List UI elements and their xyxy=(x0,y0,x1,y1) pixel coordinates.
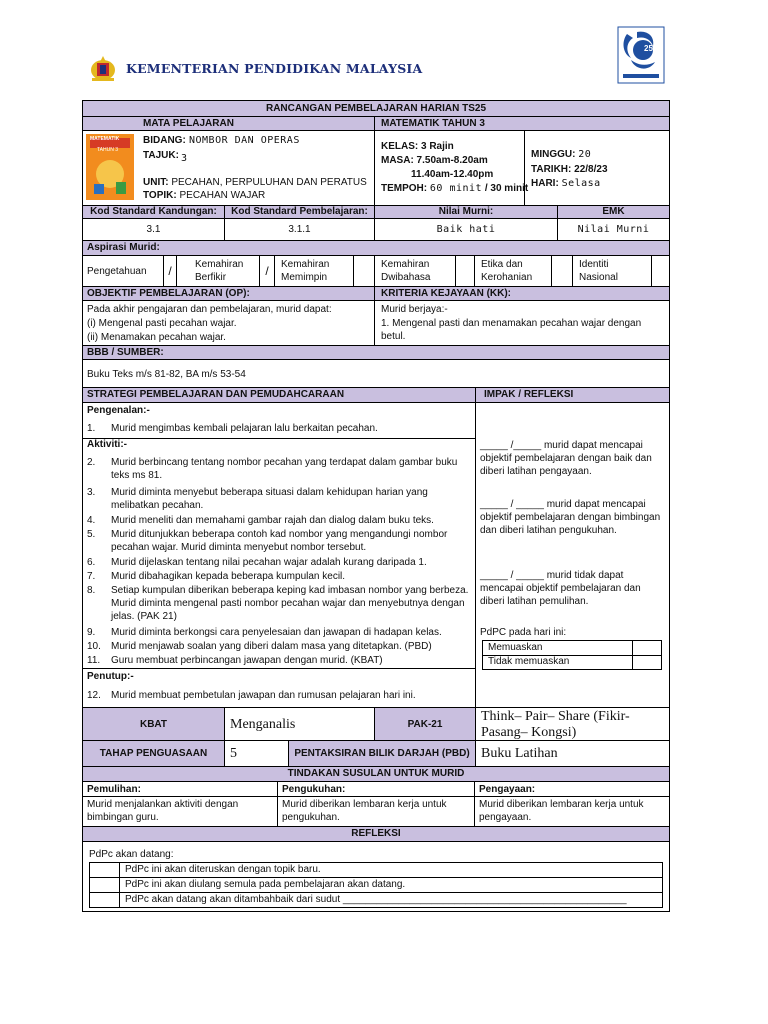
aspirasi-memimpin-mark[interactable] xyxy=(353,256,375,287)
bidang-label: BIDANG: xyxy=(143,135,186,146)
bidang-value: NOMBOR DAN OPERAS xyxy=(189,135,300,146)
pdpc-datang-label: PdPc akan datang: xyxy=(89,849,174,860)
unit-row xyxy=(143,176,367,189)
sheet-title: RANCANGAN PEMBELAJARAN HARIAN TS25 xyxy=(83,101,669,117)
emk-value: Nilai Murni xyxy=(558,219,669,241)
pdpc-datang-checkbox-2[interactable] xyxy=(90,878,120,893)
aspirasi-identiti: Identiti Nasional xyxy=(579,259,618,283)
aspirasi-row xyxy=(83,256,669,287)
item-number: 11. xyxy=(87,655,101,666)
aktiviti-label: Aktiviti:- xyxy=(87,439,127,450)
item-number: 9. xyxy=(87,627,96,638)
nilai-murni-header: Nilai Murni: xyxy=(375,206,558,219)
aspirasi-dwibahasa-mark[interactable] xyxy=(455,256,475,287)
masa-value: MASA: 7.50am-8.20am xyxy=(381,155,488,166)
kk-line-1: Murid berjaya:- xyxy=(381,304,448,315)
tajuk-label: TAJUK: xyxy=(143,150,179,161)
penutup-label: Penutup:- xyxy=(87,671,134,682)
pak21-value: Think– Pair– Share (Fikir-Pasang– Kongsi) xyxy=(476,707,669,741)
divider xyxy=(83,796,277,797)
pdpc-datang-checkbox-1[interactable] xyxy=(90,863,120,878)
tempoh-label: TEMPOH: xyxy=(381,183,428,194)
aspirasi-etika-mark[interactable] xyxy=(551,256,573,287)
tajuk-value: 3 xyxy=(181,153,188,164)
impak-pengayaan: _____ /_____ murid dapat mencapai objektif pembelajaran dengan baik dan diberi latihan pengayaan. xyxy=(480,440,652,477)
ts25-logo-icon xyxy=(617,26,665,84)
kod-kandungan-value: 3.1 xyxy=(83,219,225,241)
aspirasi-berfikir-mark[interactable]: / xyxy=(259,256,275,287)
textbook-title: MATEMATIK xyxy=(90,136,120,142)
page-header xyxy=(88,52,423,88)
emk-header: EMK xyxy=(558,206,669,219)
minggu-row xyxy=(531,148,591,161)
kod-pembelajaran-header: Kod Standard Pembelajaran: xyxy=(225,206,375,219)
ministry-name: KEMENTERIAN PENDIDIKAN MALAYSIA xyxy=(126,61,423,76)
op-line-1: Pada akhir pengajaran dan pembelajaran, murid dapat: xyxy=(87,304,332,315)
kk-label: KRITERIA KEJAYAAN (KK): xyxy=(375,287,669,301)
aspirasi-identiti-mark[interactable] xyxy=(651,256,669,287)
aspirasi-etika: Etika dan Kerohanian xyxy=(481,259,533,283)
kbat-value: Menganalis xyxy=(225,707,375,741)
pdpc-memuaskan: Memuaskan xyxy=(483,641,633,656)
tarikh-value: TARIKH: 22/8/23 xyxy=(531,164,608,175)
item-text: Murid mengimbas kembali pelajaran lalu berkaitan pecahan. xyxy=(111,423,378,434)
hari-row xyxy=(531,177,601,190)
tindakan-label: TINDAKAN SUSULAN UNTUK MURID xyxy=(83,767,669,782)
bbb-cell xyxy=(83,360,669,388)
divider xyxy=(475,796,669,797)
aspirasi-memimpin: Kemahiran Memimpin xyxy=(281,259,330,283)
mata-pelajaran-label: MATA PELAJARAN xyxy=(83,117,375,131)
kelas-value: KELAS: 3 Rajin xyxy=(381,141,454,152)
item-number: 1. xyxy=(87,423,96,434)
item-number: 7. xyxy=(87,571,96,582)
item-number: 5. xyxy=(87,529,96,540)
refleksi-label: REFLEKSI xyxy=(83,827,669,842)
aspirasi-label: Aspirasi Murid: xyxy=(83,241,669,256)
textbook-cover-icon xyxy=(86,134,134,200)
item-text: Murid meneliti dan memahami gambar rajah dan dialog dalam buku teks. xyxy=(111,515,434,526)
minggu-value: 20 xyxy=(578,149,592,160)
aspirasi-berfikir: Kemahiran Berfikir xyxy=(195,259,244,283)
kod-pembelajaran-value: 3.1.1 xyxy=(225,219,375,241)
pdpc-tidak-memuaskan-checkbox[interactable] xyxy=(633,655,661,670)
item-text: Murid membuat pembetulan jawapan dan rumusan pelajaran hari ini. xyxy=(111,690,416,701)
kk-cell xyxy=(375,301,669,346)
divider xyxy=(278,796,474,797)
lesson-plan-sheet xyxy=(82,100,670,912)
pengayaan-text: Murid diberikan lembaran kerja untuk pengayaan. xyxy=(479,799,644,823)
item-number: 8. xyxy=(87,585,96,596)
pdpc-memuaskan-checkbox[interactable] xyxy=(633,641,661,656)
hari-value: Selasa xyxy=(561,178,601,189)
topik-row xyxy=(143,189,265,202)
date-cell xyxy=(525,131,669,206)
impak-pemulihan: _____ / _____ murid tidak dapat mencapai objektif pembelajaran dan diberi latihan pemulihan. xyxy=(480,570,641,607)
item-text: Guru membuat perbincangan jawapan dengan murid. (KBAT) xyxy=(111,655,383,666)
pdpc-datang-option-1: PdPc ini akan diteruskan dengan topik baru. xyxy=(120,863,662,878)
item-text: Murid dijelaskan tentang nilai pecahan wajar adalah kurang daripada 1. xyxy=(111,557,427,568)
kbat-label: KBAT xyxy=(83,707,225,741)
pak21-label: PAK-21 xyxy=(375,707,476,741)
pengukuhan-text: Murid diberikan lembaran kerja untuk pengukuhan. xyxy=(282,799,447,823)
textbook-subtitle: TAHUN 3 xyxy=(97,147,119,153)
topik-label: TOPIK: xyxy=(143,190,177,201)
malaysia-crest-icon xyxy=(88,54,118,84)
bbb-value: Buku Teks m/s 81-82, BA m/s 53-54 xyxy=(87,369,246,380)
mata-pelajaran-value: MATEMATIK TAHUN 3 xyxy=(375,117,669,131)
topik-value: PECAHAN WAJAR xyxy=(179,190,266,201)
hari-label: HARI: xyxy=(531,178,559,189)
pengayaan-cell xyxy=(475,782,669,827)
item-text: Murid diminta menyebut beberapa situasi dalam kehidupan harian yang melibatkan pecahan. xyxy=(111,487,428,512)
item-number: 6. xyxy=(87,557,96,568)
item-text: Murid diminta berkongsi cara penyelesaian dan jawapan di hadapan kelas. xyxy=(111,627,442,638)
impak-cell xyxy=(476,403,669,707)
item-number: 4. xyxy=(87,515,96,526)
pengukuhan-label: Pengukuhan: xyxy=(282,784,346,795)
kk-line-2: 1. Mengenal pasti dan menamakan pecahan wajar dengan betul. xyxy=(381,318,642,342)
logo-badge: 25 xyxy=(644,44,653,53)
aspirasi-pengetahuan-mark[interactable]: / xyxy=(163,256,177,287)
pemulihan-text: Murid menjalankan aktiviti dengan bimbingan guru. xyxy=(87,799,239,823)
kod-kandungan-header: Kod Standard Kandungan: xyxy=(83,206,225,219)
impak-pengukuhan: _____ / _____ murid dapat mencapai objektif pembelajaran dengan bimbingan dan diberi latihan pengukuhan. xyxy=(480,499,661,536)
class-time-cell xyxy=(375,131,529,206)
minggu-label: MINGGU: xyxy=(531,149,576,160)
op-cell xyxy=(83,301,375,346)
pemulihan-cell xyxy=(83,782,278,827)
topic-cell xyxy=(83,131,375,206)
unit-label: UNIT: xyxy=(143,177,169,188)
pdpc-options xyxy=(482,640,662,670)
unit-value: PECAHAN, PERPULUHAN DAN PERATUS xyxy=(171,177,367,188)
pbd-label: PENTAKSIRAN BILIK DARJAH (PBD) xyxy=(289,741,476,767)
item-text: Setiap kumpulan diberikan beberapa keping kad imbasan nombor yang berbeza. Murid diminta mengenal pasti nombor pecahan wajar dan menyebutnya dengan jelas. (PAK 21) xyxy=(111,585,469,623)
divider xyxy=(83,668,475,669)
item-number: 10. xyxy=(87,641,101,652)
pdpc-label: PdPC pada hari ini: xyxy=(480,627,567,638)
strategi-label: STRATEGI PEMBELAJARAN DAN PEMUDAHCARAAN xyxy=(83,388,476,403)
item-text: Murid dibahagikan kepada beberapa kumpulan kecil. xyxy=(111,571,346,582)
tempoh-value: 60 minit xyxy=(429,183,483,194)
pemulihan-label: Pemulihan: xyxy=(87,784,141,795)
tahap-value: 5 xyxy=(225,741,289,767)
item-text: Murid menjawab soalan yang diberi dalam masa yang ditetapkan. (PBD) xyxy=(111,641,432,652)
tempoh-tail: / 30 minit xyxy=(484,183,529,194)
logo-caption: Tingkat Pendidikan Bersama xyxy=(621,78,660,81)
pdpc-datang-checkbox-3[interactable] xyxy=(90,893,120,907)
op-line-3: (ii) Menamakan pecahan wajar. xyxy=(87,332,226,343)
item-number: 2. xyxy=(87,457,96,468)
op-line-2: (i) Mengenal pasti pecahan wajar. xyxy=(87,318,237,329)
strategi-cell xyxy=(83,403,476,707)
aspirasi-dwibahasa: Kemahiran Dwibahasa xyxy=(381,259,431,283)
divider xyxy=(83,438,475,439)
pdpc-tidak-memuaskan: Tidak memuaskan xyxy=(483,655,633,670)
pbd-value: Buku Latihan xyxy=(476,741,669,767)
tahap-label: TAHAP PENGUASAAN xyxy=(83,741,225,767)
pengenalan-label: Pengenalan:- xyxy=(87,405,150,416)
pengayaan-label: Pengayaan: xyxy=(479,784,536,795)
bbb-label: BBB / SUMBER: xyxy=(83,346,669,360)
item-number: 3. xyxy=(87,487,96,498)
item-text: Murid berbincang tentang nombor pecahan yang terdapat dalam gambar buku teks ms 81. xyxy=(111,457,458,482)
aspirasi-pengetahuan: Pengetahuan xyxy=(87,266,147,277)
pdpc-datang-table xyxy=(89,862,663,908)
item-number: 12. xyxy=(87,690,101,701)
pengukuhan-cell xyxy=(278,782,475,827)
pdpc-datang-option-3: PdPc akan datang akan ditambahbaik dari sudut ___________________________________________________ xyxy=(125,894,627,905)
impak-label: IMPAK / REFLEKSI xyxy=(476,388,669,403)
tempoh-row xyxy=(381,182,528,195)
op-label: OBJEKTIF PEMBELAJARAN (OP): xyxy=(83,287,375,301)
item-text: Murid ditunjukkan beberapa contoh kad nombor yang mengandungi nombor pecahan wajar. Murid diminta menyebut nombor tersebut. xyxy=(111,529,448,554)
nilai-murni-value: Baik hati xyxy=(375,219,558,241)
masa-value-2: 11.40am-12.40pm xyxy=(411,169,494,180)
pdpc-datang-option-2: PdPc ini akan diulang semula pada pembelajaran akan datang. xyxy=(120,878,662,893)
